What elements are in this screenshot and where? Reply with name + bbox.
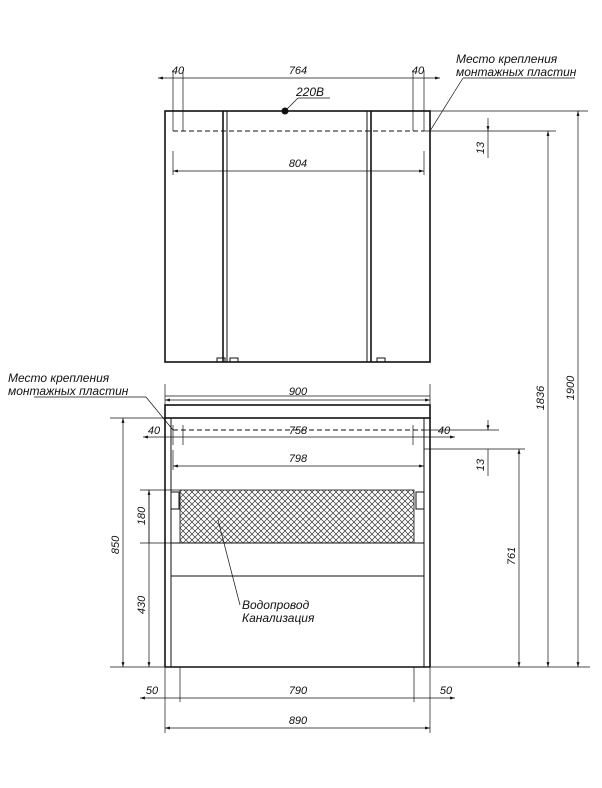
dim-vanity-width: 900 <box>288 386 308 398</box>
dim-bottom-left-offset: 40 <box>147 425 161 437</box>
mount-label-top-1: Место крепления <box>456 52 558 66</box>
dim-top-plate-span: 804 <box>288 158 308 170</box>
dim-vanity-height: 850 <box>110 535 122 555</box>
countertop <box>165 405 430 418</box>
dim-base-right: 50 <box>439 685 453 697</box>
dim-top-span: 764 <box>288 65 308 77</box>
mirror-cabinet <box>165 98 430 362</box>
dim-base-left: 50 <box>145 685 159 697</box>
water-label-2: Канализация <box>242 611 315 625</box>
dim-height-to-cabinet: 1836 <box>535 385 547 411</box>
water-label-1: Водопровод <box>242 598 310 612</box>
vanity-dimensions <box>34 111 590 733</box>
dim-base-total: 890 <box>288 715 308 727</box>
plumbing-zone-hatch <box>180 490 414 543</box>
mount-label-top-2: монтажных пластин <box>456 65 577 79</box>
dim-lower-height: 430 <box>136 595 148 615</box>
dim-top-right-offset: 40 <box>411 65 425 77</box>
dim-total-height: 1900 <box>565 375 577 401</box>
power-label: 220В <box>296 85 325 99</box>
dim-bottom-plate-height: 13 <box>475 458 487 472</box>
mount-label-bottom-1: Место крепления <box>8 371 110 385</box>
dim-bottom-right-offset: 40 <box>437 425 451 437</box>
dim-vanity-mount-height: 761 <box>506 546 518 566</box>
dim-bottom-plate-span: 798 <box>288 453 308 465</box>
dim-bottom-span: 758 <box>288 425 308 437</box>
mount-label-bottom-2: монтажных пластин <box>8 384 129 398</box>
cabinet-outline <box>165 111 430 362</box>
dim-top-plate-height: 13 <box>475 141 487 155</box>
dim-base-span: 790 <box>288 685 308 697</box>
dim-top-left-offset: 40 <box>171 65 185 77</box>
dim-drawer-height: 180 <box>136 506 148 526</box>
